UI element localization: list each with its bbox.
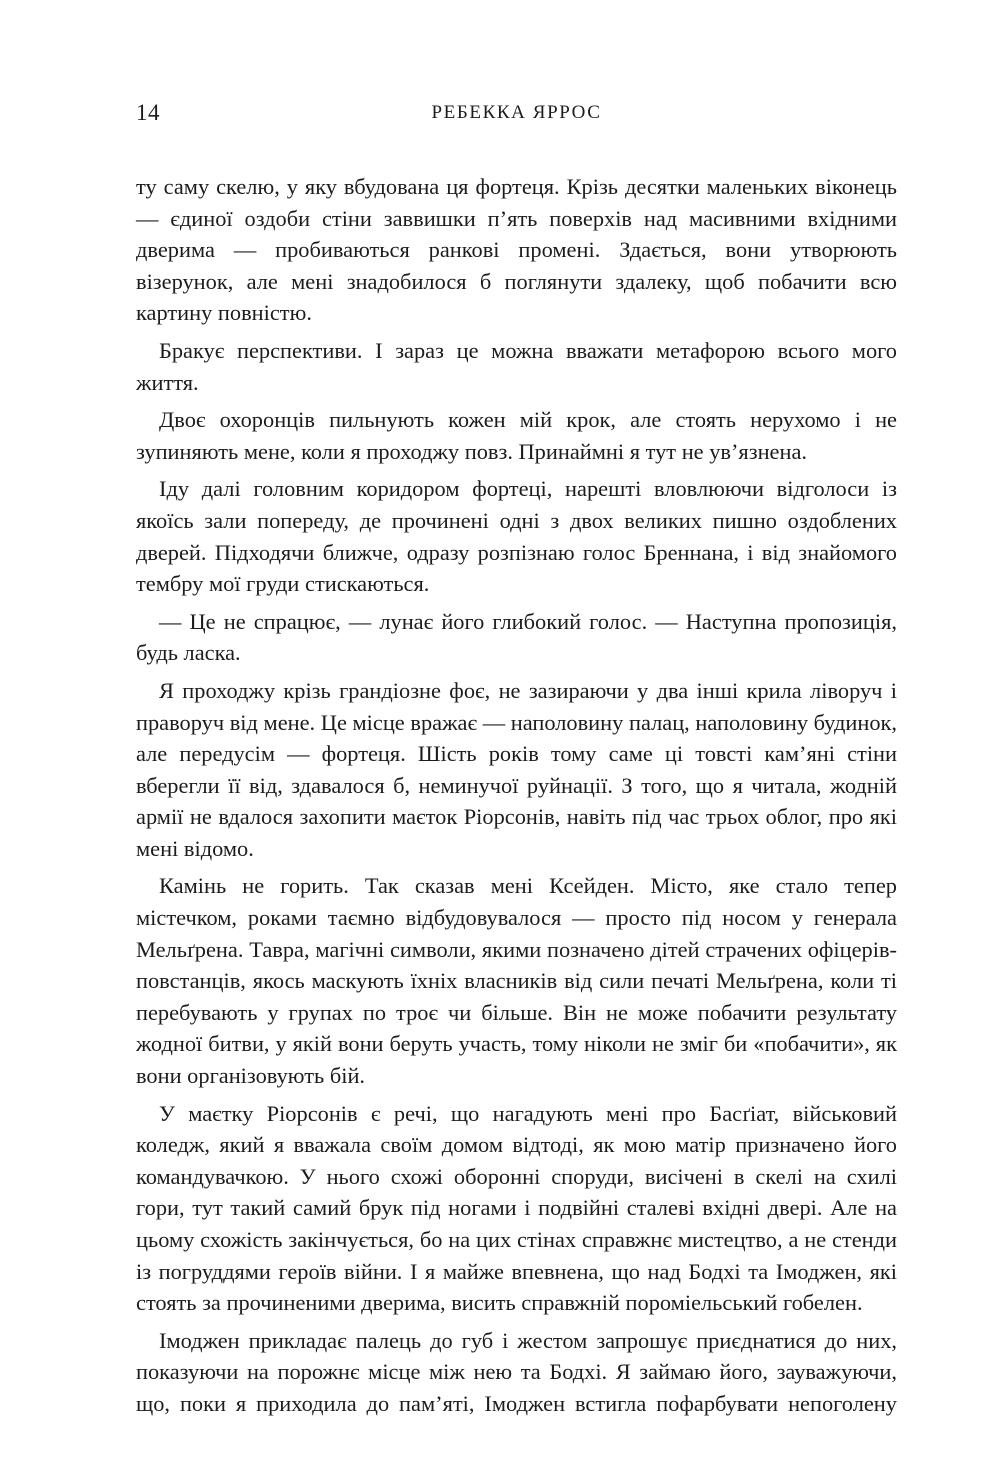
paragraph: Камінь не горить. Так сказав мені Ксейден. Місто, яке стало тепер містечком, роками таємно відбудовувалося — просто під носом у генерала Мельґрена. Тавра, магічні символи, якими позначено дітей страчених офіцерів-повстанців, якось маскують їхніх власників від сили печаті Мельґрена, коли ті перебувають у групах по троє чи більше. Він не може побачити результату жодної битви, у якій вони беруть участь, тому ніколи не зміг би «побачити», як вони організовують бій.: [136, 873, 897, 1089]
paragraph: Двоє охоронців пильнують кожен мій крок, але стоять нерухомо і не зупиняють мене, коли я проходжу повз. Принаймні я тут не ув’язнена.: [136, 407, 897, 464]
paragraph: Імоджен прикладає палець до губ і жестом запрошує приєднатися до них, показуючи на порожнє місце між нею та Бодхі. Я займаю його, зауважуючи, що, поки я приходила до пам’яті, Імоджен встигла пофарбувати непоголену: [136, 1327, 897, 1416]
paragraph: У маєтку Ріорсонів є речі, що нагадують мені про Басґіат, військовий коледж, який я вважала своїм домом відтоді, як мою матір призначено його командувачкою. У нього схожі оборонні споруди, висічені в скелі на схилі гори, тут такий самий брук під ногами і подвійні сталеві вхідні двері. Але на цьому схожість закінчується, бо на цих стінах справжнє мистецтво, а не стенди із погруддями героїв війни. І я майже впевнена, що над Бодхі та Імоджен, які стоять за прочиненими дверима, висить справжній пороміельський гобелен.: [136, 1100, 897, 1316]
running-title-author: РЕБЕККА ЯРРОС: [431, 102, 602, 123]
running-head: [136, 100, 897, 136]
page-number: 14: [136, 100, 160, 125]
paragraph-dialogue: — Це не спрацює, — лунає його глибокий голос. — Наступна пропозиція, будь ласка.: [136, 608, 897, 666]
paragraph: Іду далі головним коридором фортеці, нарешті вловлюючи відголоси із якоїсь зали попереду, де прочинені одні з двох великих пишно оздоблених дверей. Підходячи ближче, одразу розпізнаю голос Бреннана, і від знайомого тембру мої груди стискаються.: [136, 476, 897, 597]
paragraph: Я проходжу крізь грандіозне фоє, не зазираючи у два інші крила ліворуч і праворуч від мене. Це місце вражає — наполовину палац, наполовину будинок, але передусім — фортеця. Шість років тому саме ці товсті кам’яні стіни вберегли її від, здавалося б, неминучої руйнації. З того, що я читала, жодній армії не вдалося захопити маєток Ріорсонів, навіть під час трьох облог, про які мені відомо.: [136, 677, 897, 861]
paragraph: ту саму скелю, у яку вбудована ця фортеця. Крізь десятки маленьких віконець — єдиної оздоби стіни заввишки п’ять поверхів над масивними вхідними дверима — пробиваються ранкові промені. Здається, вони утворюють візерунок, але мені знадобилося б поглянути здалеку, щоб побачити всю картину повністю.: [136, 174, 897, 326]
paragraph: Бракує перспективи. І зараз це можна вважати метафорою всього мого життя.: [136, 337, 897, 395]
body-text: [136, 171, 897, 1420]
